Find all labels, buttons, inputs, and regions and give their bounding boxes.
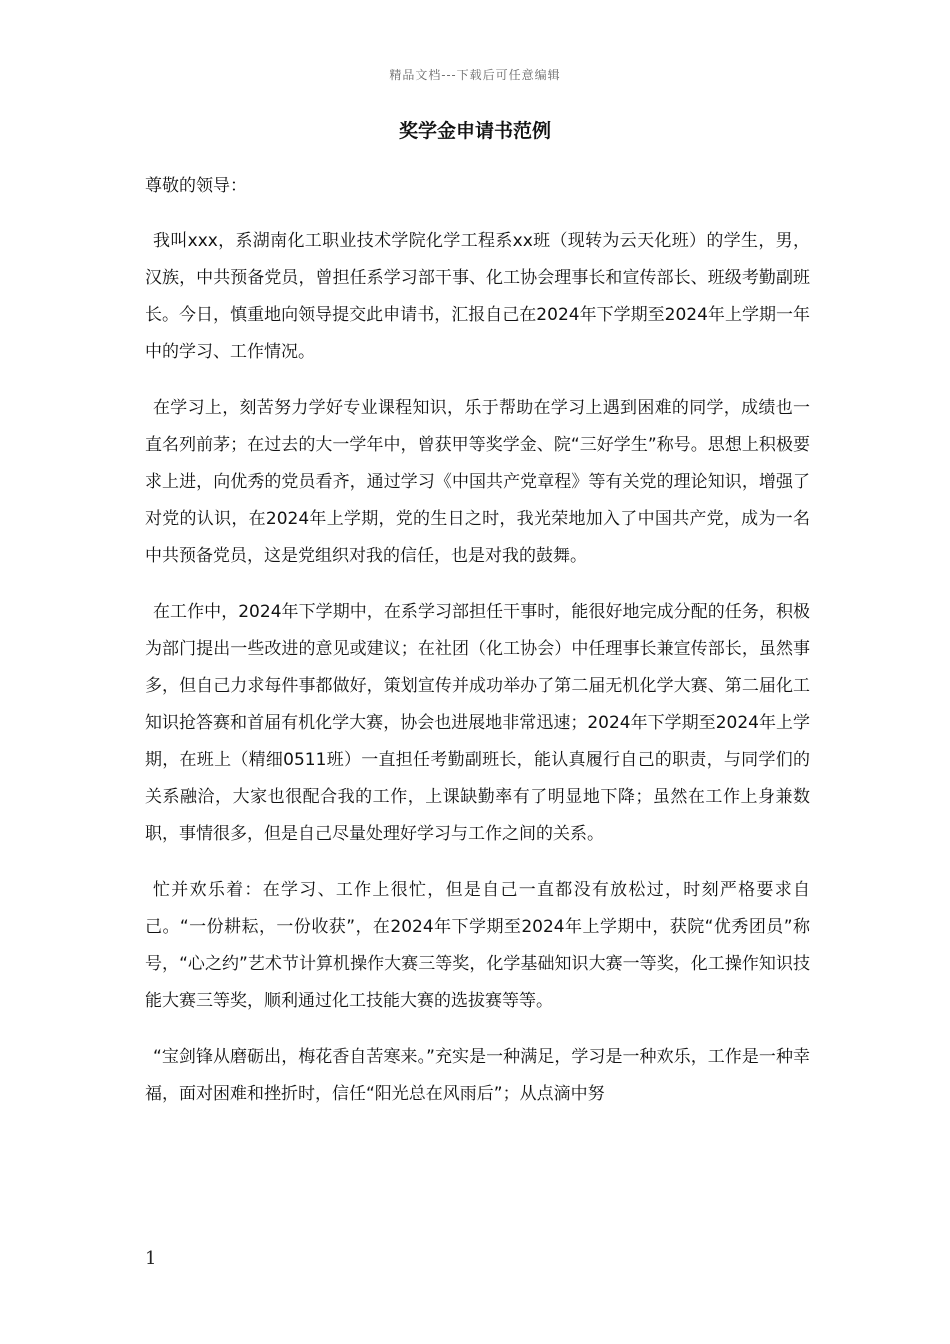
paragraph-introduction: 我叫xxx，系湖南化工职业技术学院化学工程系xx班（现转为云天化班）的学生，男，汉族，中共预备党员，曾担任系学习部干事、化工协会理事长和宣传部长、班级考勤副班长。今日，慎重地向领导提交此申请书，汇报自己在2024年下学期至2024年上学期一年中的学习、工作情况。	[145, 231, 810, 362]
paragraph-work: 在工作中，2024年下学期中，在系学习部担任干事时，能很好地完成分配的任务，积极为部门提出一些改进的意见或建议；在社团（化工协会）中任理事长兼宣传部长，虽然事多，但自己力求每件事都做好，策划宣传并成功举办了第二届无机化学大赛、第二届化工知识抢答赛和首届有机化学大赛，协会也进展地非常迅速；2024年下学期至2024年上学期，在班上（精细0511班）一直担任考勤副班长，能认真履行自己的职责，与同学们的关系融洽，大家也很配合我的工作，上课缺勤率有了明显地下降；虽然在工作上身兼数职，事情很多，但是自己尽量处理好学习与工作之间的关系。	[145, 602, 810, 844]
paragraph-achievements: 忙并欢乐着：在学习、工作上很忙，但是自己一直都没有放松过，时刻严格要求自己。“一份耕耘，一份收获”，在2024年下学期至2024年上学期中，获院“优秀团员”称号，“心之约”艺术节计算机操作大赛三等奖，化学基础知识大赛一等奖，化工操作知识技能大赛三等奖，顺利通过化工技能大赛的选拔赛等等。	[145, 880, 810, 1011]
salutation: 尊敬的领导：	[145, 176, 247, 196]
paragraph-study: 在学习上，刻苦努力学好专业课程知识，乐于帮助在学习上遇到困难的同学，成绩也一直名列前茅；在过去的大一学年中，曾获甲等奖学金、院“三好学生”称号。思想上积极要求上进，向优秀的党员看齐，通过学习《中国共产党章程》等有关党的理论知识，增强了对党的认识，在2024年上学期，党的生日之时，我光荣地加入了中国共产党，成为一名中共预备党员，这是党组织对我的信任，也是对我的鼓舞。	[145, 398, 810, 566]
document-title: 奖学金申请书范例	[398, 120, 551, 142]
paragraph-closing: “宝剑锋从磨砺出，梅花香自苦寒来。”充实是一种满足，学习是一种欢乐，工作是一种幸福，面对困难和挫折时，信任“阳光总在风雨后”；从点滴中努	[145, 1047, 810, 1104]
page-number: 1	[145, 1248, 157, 1269]
header-note: 精品文档---下载后可任意编辑	[389, 68, 561, 82]
document-body	[145, 168, 810, 1132]
